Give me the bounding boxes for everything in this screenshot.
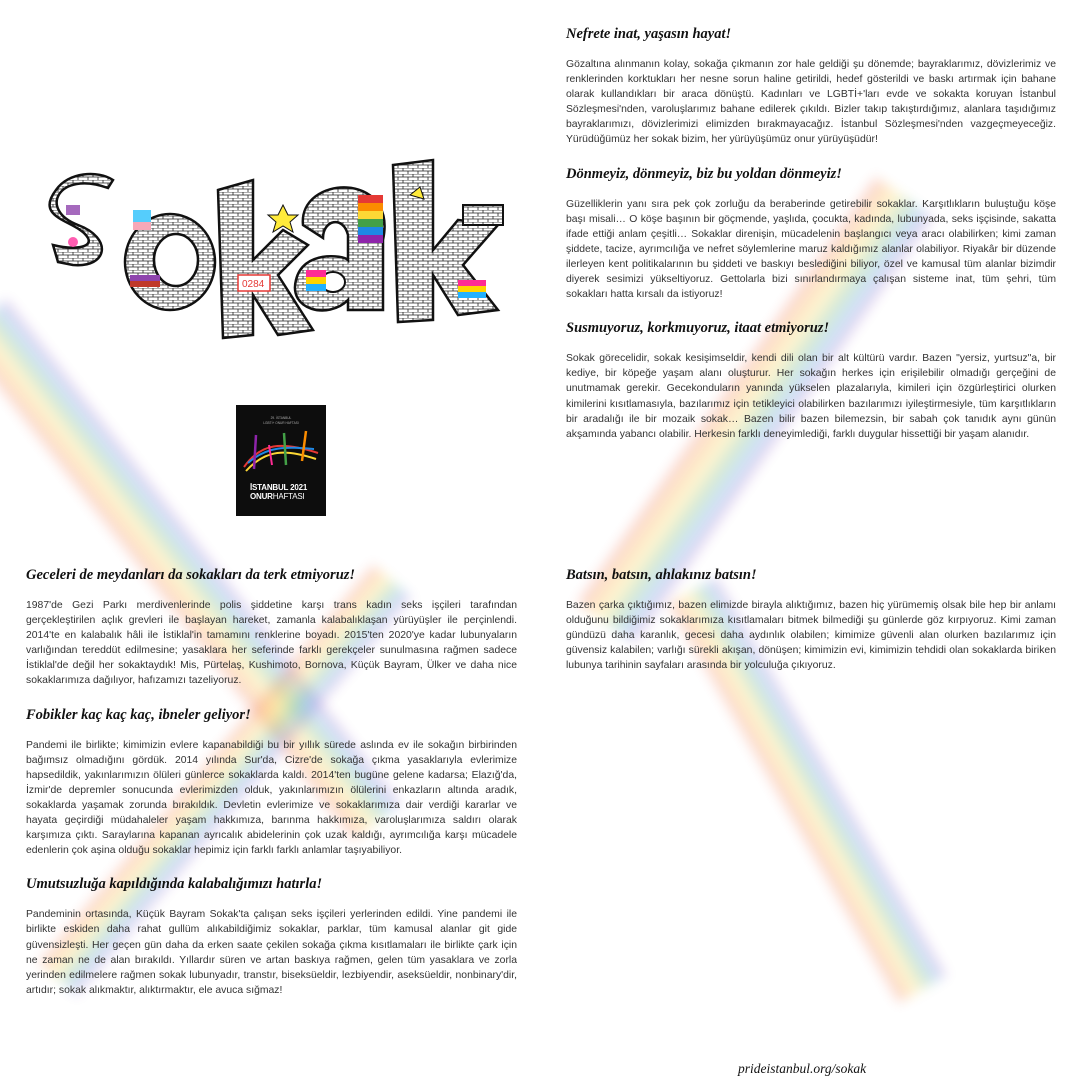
letter-o (125, 210, 215, 310)
section-heading: Batsın, batsın, ahlakınız batsın! (566, 567, 757, 583)
letter-a (295, 187, 385, 310)
istanbul-pride-2021-badge (236, 405, 326, 516)
badge-haftasi: HAFTASI (272, 492, 305, 501)
section-heading: Umutsuzluğa kapıldığında kalabalığımızı hatırla! (26, 876, 323, 893)
section-heading: Geceleri de meydanları da sokakları da terk etmiyoruz! (26, 567, 356, 583)
section-heading: Dönmeyiz, dönmeyiz, biz bu yoldan dönmeyiz! (566, 165, 842, 182)
section-body: Bazen çarka çıktığımız, bazen elimizde birayla alıktığımız, bazen hiç yürümemiş olsak bile hep bir anlamı olduğunu bildiğimiz sokaklarımıza kısıtlamaları bitmek bilmediği şu günlerde göz kırpıyoruz. Kimi zaman gündüzü daha karanlık, gecesi daha aydınlık olabilen; kimimize güvenli alan olurken bazılarımız için güvensiz kalabilen; varlığı sürekli akışan, dönüşen; kimimizin evi, kimimizin tehdidi olan sokaklarda biriken lubunya tarihinin sayfaları arasında bir yolculuğa çıkıyoruz. (566, 600, 1056, 672)
section-body: Pandemi ile birlikte; kimimizin evlere kapanabildiği bu bir yıllık sürede aslında ev ile sokağın birbirinden bağımsız olmadığını gördük. 2014 yılında Sur'da, Cizre'de sokağa çıkma yasaklarıyla evlerimize hapsedildik, yakınlarımızın ölüleri günlerce sokaklarda kaldı. 2014'ten bugüne gelene kadarsa; Elazığ'da, İzmir'de depremler sonucunda evlerimizden olduk, yakınlarımızın ölülerini enkazların altında aradık, sokaklarda yaşamak zorunda bırakıldık. Devletin evlerimize ve sokaklarımıza dair verdiği kararlar ve hayata geçirdiği müdahaleler yaşam hakkımıza, barınma hakkımıza, varoluşlarımıza saldırı olarak karşımıza çıktı. Saraylarına kapanan ayrıcalık abidelerinin çok uzak kaldığı, ayrımcılığa karşı mücadele edenlerin çok aşina olduğu sokaklar hepimiz için farklı farklı anlamlar taşıyabiliyor. (26, 739, 517, 857)
graffiti-text: 0284 (242, 279, 265, 290)
letter-s (50, 174, 113, 265)
bottom-left-column (26, 567, 517, 1016)
badge-onur: ONUR (250, 492, 273, 501)
bottom-right-column (566, 567, 1056, 691)
section-body: 1987'de Gezi Parkı merdivenlerinde polis şiddetine karşı trans kadın seks işçileri tarafından gerçekleştirilen açlık grevleri ile başlayan hareket, zamanla kalabalıklaşan yürüyüşler ile perçinlendi. 2014'te en kalabalık hâli ile İstiklal'in tamamını renklerine boyadı. 2015'ten 2020'ye kadar lubunyaların varlığından tereddüt edilmesine; yasaklara her seferinde farklı gerekçeler sunulmasına rağmen sadece İstiklal'de değil her sokaktaydık! Mis, Pürtelaş, Kushimoto, Bornova, Küçük Bayram, Ülker ve daha nice sokaklarımıza dağılıyor, hafızamızı tazeliyoruz. (26, 600, 517, 687)
section-body: Pandeminin ortasında, Küçük Bayram Sokak'ta çalışan seks işçileri yerlerinden edildi. Yine pandemi ile birlikte eskiden daha rahat gullüm alıkabildiğimiz sokaklar, parklar, tüm kamusal alanlar git gide güvensizleşti. Her geçen gün daha da erken saate çekilen sokağa çıkma kısıtlamaları ile birlikte çark için ne zaman ne de alan bırakıldı. Yıllardır süren ve artan baskıya rağmen, gelen tüm yasaklara ve zorla yerinden edilmelere rağmen sokak lubunyadır, transtır, biseksüeldir, lezbiyendir, aseksüeldir, nonbinary'dir, artıdır; sokak alıkmaktır, alıktırmaktır, ele avuca sığmaz! (26, 909, 517, 996)
badge-subtitle-line1: 29. İSTANBUL (270, 416, 292, 420)
sokak-logo (38, 150, 508, 350)
letter-k-2 (393, 160, 503, 322)
section-heading: Fobikler kaç kaç kaç, ibneler geliyor! (26, 706, 251, 723)
section-heading: Nefrete inat, yaşasın hayat! (566, 26, 732, 42)
section-body: Gözaltına alınmanın kolay, sokağa çıkmanın zor hale geldiği şu dönemde; bayraklarımız, dövizlerimiz ve renklerinden korktukları her nesne sorun haline getirildi, hedef gösterildi ve baskı artırmak için bahane olarak kullandıkları bir araca dönüştü. Kadınları ve LGBTİ+'ları evde ve sokakta koruyan İstanbul Sözleşmesi'nden, varoluşlarımız bahane edilerek çıkıldı. Bizler takıp takıştırdığımız, alanlara taşıdığımız bayraklarımızı, dövizlerimizi elimizden bırakmayacağız. İstanbul Sözleşmesi'nden vazgeçmeyeceğiz. Yürüdüğümüz her sokak bizim, her yürüyüşümüz onur yürüyüşüdür! (566, 59, 1056, 146)
badge-title: İSTANBUL 2021 (250, 483, 308, 492)
badge-subtitle-line2: LGBTİ+ ONUR HAFTASI (263, 421, 299, 425)
badge-title-line2 (250, 492, 305, 501)
top-right-column (566, 26, 1056, 460)
letter-k-1 (218, 180, 313, 338)
footer-url-link[interactable]: prideistanbul.org/sokak (738, 1061, 867, 1076)
section-body: Güzelliklerin yanı sıra pek çok zorluğu da beraberinde getirebilir sokaklar. Karşıtlıkların buluştuğu köşe başı misali… O köşe başının bir göçmende, yaşlıda, çocukta, kadında, lubunyada, seks işçisinde, sakatta ifade ettiği anlam çeşitli… Sokaklar direnişin, mücadelenin başlangıcı veya aracı olabilirken; kimi zaman şiddete, tacize, ayrımcılığa ve nefret söylemlerine maruz kaldığımız alanlar olabiliyor. Riyakâr bir düzende ilerleyen kent politikalarının bu şiddeti ve baskıyı beslediğini biliyor, özel ve kamusal tüm alanlar bizimdir diyerek sesimizi yükseltiyoruz. Gettolarla bizi sınırlandırmaya çalışan sisteme inat, tüm şehri, tüm sokakları hatta kırsalı da istiyoruz! (566, 198, 1056, 301)
section-heading: Susmuyoruz, korkmuyoruz, itaat etmiyoruz! (566, 320, 830, 337)
section-body: Sokak görecelidir, sokak kesişimseldir, kendi dili olan bir alt kültürü vardır. Bazen "yersiz, yurtsuz"a, bir kediye, bir köpeğe yaşam alanı oluşturur. Her sokağın herkes için erişilebilir olmadığı gerçeğini de unutmamak gerekir. Gecekonduların yanında yükselen plazalarıyla, kimileri için özgürleştirici olurken kimilerini kısıtlamasıyla, bazılarımız için tetikleyici olabilirken bazılarımızı iyileştirmesiyle, tüm karşıtlıkların bir aradalığı ile bir mozaik sokak… Bazen bilir bazen bilemezsin, bir sabah çok tanıdık aynı günün akşamında yabancı olabilir. Herkesin farklı deneyimlediği, farklı duygular hissettiği bir yaşam alanıdır. (566, 353, 1056, 440)
